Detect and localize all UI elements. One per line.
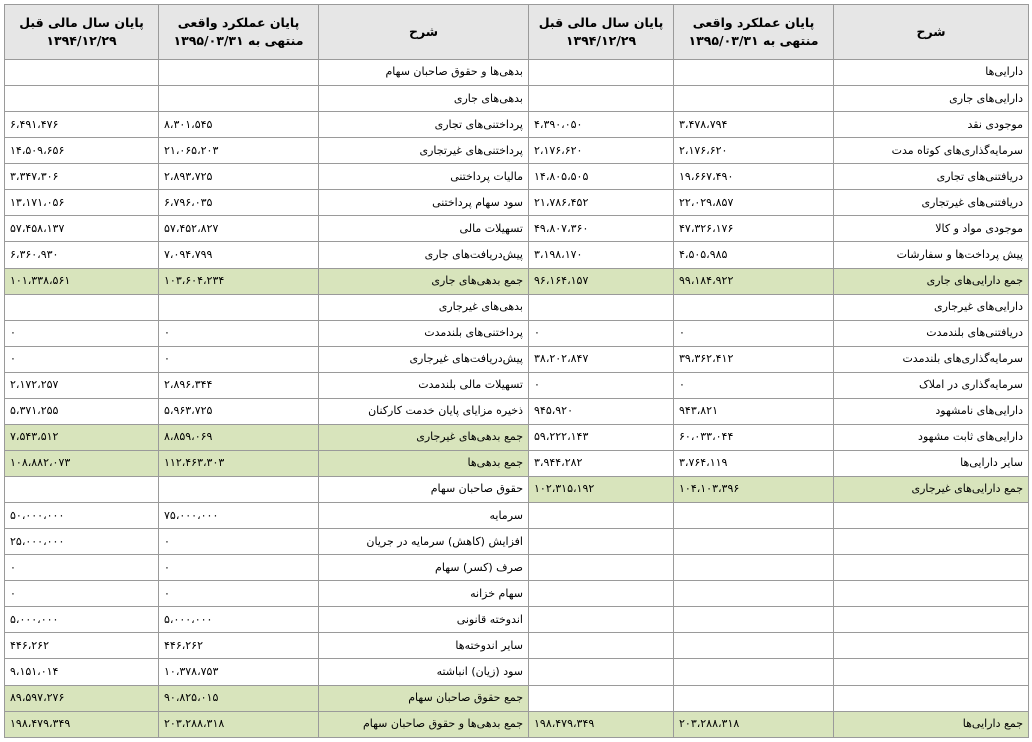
table-row: [5, 346, 1029, 372]
asset-actual-value-cell: ۲۲،۰۲۹،۸۵۷: [674, 190, 834, 216]
table-row: [5, 711, 1029, 737]
asset-prior-value-cell: [529, 607, 674, 633]
asset-description-cell: دارایی‌های جاری: [834, 86, 1029, 112]
asset-description-cell: جمع دارایی‌های غیرجاری: [834, 477, 1029, 503]
asset-actual-value-cell: [674, 633, 834, 659]
table-row: [5, 268, 1029, 294]
liability-description-cell: اندوخته قانونی: [319, 607, 529, 633]
asset-actual-value-cell: [674, 555, 834, 581]
asset-description-cell: [834, 633, 1029, 659]
liabilities-actual-header: [159, 5, 319, 60]
liability-actual-value-cell: ۰: [159, 581, 319, 607]
liability-actual-value-cell: ۱۰،۳۷۸،۷۵۳: [159, 659, 319, 685]
asset-prior-value-cell: [529, 60, 674, 86]
table-row: [5, 503, 1029, 529]
asset-actual-value-cell: ۱۰۴،۱۰۳،۳۹۶: [674, 477, 834, 503]
assets-desc-header: شرح: [834, 5, 1029, 60]
table-row: [5, 424, 1029, 450]
asset-actual-value-cell: [674, 659, 834, 685]
table-row: [5, 372, 1029, 398]
header-actual-period: منتهی به ۱۳۹۵/۰۳/۳۱: [173, 33, 304, 48]
asset-actual-value-cell: ۶۰،۰۳۳،۰۴۴: [674, 424, 834, 450]
liability-prior-value-cell: ۶،۳۶۰،۹۳۰: [5, 242, 159, 268]
asset-prior-value-cell: ۰: [529, 320, 674, 346]
liability-prior-value-cell: [5, 477, 159, 503]
liability-actual-value-cell: ۹۰،۸۲۵،۰۱۵: [159, 685, 319, 711]
liability-description-cell: پرداختنی‌های غیرتجاری: [319, 138, 529, 164]
asset-prior-value-cell: [529, 294, 674, 320]
asset-prior-value-cell: ۰: [529, 372, 674, 398]
asset-actual-value-cell: [674, 581, 834, 607]
asset-prior-value-cell: ۱۰۲،۳۱۵،۱۹۲: [529, 477, 674, 503]
liability-description-cell: سایر اندوخته‌ها: [319, 633, 529, 659]
table-row: [5, 633, 1029, 659]
liability-actual-value-cell: ۲،۸۹۳،۷۲۵: [159, 164, 319, 190]
liability-description-cell: بدهی‌های غیرجاری: [319, 294, 529, 320]
liability-description-cell: جمع بدهی‌ها و حقوق صاحبان سهام: [319, 711, 529, 737]
liability-description-cell: تسهیلات مالی: [319, 216, 529, 242]
table-row: [5, 659, 1029, 685]
liability-description-cell: سود (زیان) انباشته: [319, 659, 529, 685]
asset-prior-value-cell: ۴۹،۸۰۷،۳۶۰: [529, 216, 674, 242]
table-row: [5, 138, 1029, 164]
asset-prior-value-cell: [529, 581, 674, 607]
asset-prior-value-cell: ۳،۹۴۴،۲۸۲: [529, 450, 674, 476]
table-row: [5, 477, 1029, 503]
asset-description-cell: [834, 685, 1029, 711]
liability-description-cell: صرف (کسر) سهام: [319, 555, 529, 581]
liability-prior-value-cell: ۰: [5, 581, 159, 607]
asset-description-cell: دارایی‌ها: [834, 60, 1029, 86]
liability-actual-value-cell: ۶،۷۹۶،۰۳۵: [159, 190, 319, 216]
table-row: [5, 529, 1029, 555]
asset-prior-value-cell: ۱۹۸،۴۷۹،۳۴۹: [529, 711, 674, 737]
liability-prior-value-cell: ۰: [5, 346, 159, 372]
liabilities-desc-header: شرح: [319, 5, 529, 60]
asset-prior-value-cell: ۱۴،۸۰۵،۵۰۵: [529, 164, 674, 190]
asset-actual-value-cell: ۱۹،۶۶۷،۴۹۰: [674, 164, 834, 190]
liability-description-cell: پرداختنی‌های بلندمدت: [319, 320, 529, 346]
asset-description-cell: [834, 555, 1029, 581]
table-row: [5, 320, 1029, 346]
asset-prior-value-cell: [529, 659, 674, 685]
asset-description-cell: موجودی نقد: [834, 112, 1029, 138]
header-prior-date: ۱۳۹۴/۱۲/۲۹: [565, 33, 637, 48]
liability-description-cell: پیش‌دریافت‌های جاری: [319, 242, 529, 268]
asset-description-cell: سرمایه‌گذاری‌های کوتاه مدت: [834, 138, 1029, 164]
asset-description-cell: [834, 607, 1029, 633]
asset-description-cell: جمع دارایی‌های جاری: [834, 268, 1029, 294]
asset-description-cell: دارایی‌های غیرجاری: [834, 294, 1029, 320]
liability-description-cell: جمع حقوق صاحبان سهام: [319, 685, 529, 711]
liability-prior-value-cell: ۱۰۱،۳۳۸،۵۶۱: [5, 268, 159, 294]
asset-prior-value-cell: ۲۱،۷۸۶،۴۵۲: [529, 190, 674, 216]
liability-prior-value-cell: ۱۳،۱۷۱،۰۵۶: [5, 190, 159, 216]
liability-actual-value-cell: ۲،۸۹۶،۳۴۴: [159, 372, 319, 398]
asset-prior-value-cell: ۲،۱۷۶،۶۲۰: [529, 138, 674, 164]
asset-actual-value-cell: ۴۷،۳۲۶،۱۷۶: [674, 216, 834, 242]
asset-description-cell: دریافتنی‌های غیرتجاری: [834, 190, 1029, 216]
asset-prior-value-cell: ۳،۱۹۸،۱۷۰: [529, 242, 674, 268]
table-row: [5, 86, 1029, 112]
asset-actual-value-cell: [674, 685, 834, 711]
liability-actual-value-cell: ۵۷،۴۵۲،۸۲۷: [159, 216, 319, 242]
asset-actual-value-cell: ۳۹،۳۶۲،۴۱۲: [674, 346, 834, 372]
table-row: [5, 242, 1029, 268]
table-row: [5, 450, 1029, 476]
asset-prior-value-cell: [529, 555, 674, 581]
header-prior-title: پایان سال مالی قبل: [19, 14, 144, 30]
liability-prior-value-cell: [5, 60, 159, 86]
liability-description-cell: سود سهام پرداختنی: [319, 190, 529, 216]
asset-actual-value-cell: [674, 86, 834, 112]
asset-description-cell: سرمایه‌گذاری در املاک: [834, 372, 1029, 398]
liability-description-cell: سرمایه: [319, 503, 529, 529]
balance-sheet-table: [4, 4, 1029, 738]
asset-description-cell: دارایی‌های ثابت مشهود: [834, 424, 1029, 450]
asset-actual-value-cell: ۲۰۳،۲۸۸،۳۱۸: [674, 711, 834, 737]
asset-actual-value-cell: ۹۴۳،۸۲۱: [674, 398, 834, 424]
asset-prior-value-cell: [529, 685, 674, 711]
asset-prior-value-cell: ۹۶،۱۶۴،۱۵۷: [529, 268, 674, 294]
liability-actual-value-cell: ۲۰۳،۲۸۸،۳۱۸: [159, 711, 319, 737]
table-row: [5, 398, 1029, 424]
asset-prior-value-cell: ۳۸،۲۰۲،۸۴۷: [529, 346, 674, 372]
header-actual-title: پایان عملکرد واقعی: [177, 14, 300, 30]
table-row: [5, 216, 1029, 242]
liability-prior-value-cell: ۵،۳۷۱،۲۵۵: [5, 398, 159, 424]
liability-actual-value-cell: [159, 86, 319, 112]
liability-description-cell: جمع بدهی‌ها: [319, 450, 529, 476]
table-row: [5, 581, 1029, 607]
liability-actual-value-cell: ۵،۹۶۳،۷۲۵: [159, 398, 319, 424]
asset-description-cell: پیش پرداخت‌ها و سفارشات: [834, 242, 1029, 268]
asset-description-cell: دریافتنی‌های بلندمدت: [834, 320, 1029, 346]
liability-description-cell: پرداختنی‌های تجاری: [319, 112, 529, 138]
liability-prior-value-cell: [5, 86, 159, 112]
liability-actual-value-cell: ۵،۰۰۰،۰۰۰: [159, 607, 319, 633]
table-row: [5, 60, 1029, 86]
liability-description-cell: حقوق صاحبان سهام: [319, 477, 529, 503]
header-actual-period: منتهی به ۱۳۹۵/۰۳/۳۱: [688, 33, 819, 48]
liability-prior-value-cell: ۲،۱۷۲،۲۵۷: [5, 372, 159, 398]
asset-description-cell: موجودی مواد و کالا: [834, 216, 1029, 242]
asset-actual-value-cell: ۲،۱۷۶،۶۲۰: [674, 138, 834, 164]
header-prior-title: پایان سال مالی قبل: [538, 14, 664, 30]
asset-actual-value-cell: ۳،۴۷۸،۷۹۴: [674, 112, 834, 138]
table-row: [5, 190, 1029, 216]
liability-description-cell: پیش‌دریافت‌های غیرجاری: [319, 346, 529, 372]
asset-actual-value-cell: [674, 607, 834, 633]
liability-prior-value-cell: ۷،۵۴۳،۵۱۲: [5, 424, 159, 450]
table-row: [5, 112, 1029, 138]
liability-actual-value-cell: ۲۱،۰۶۵،۲۰۳: [159, 138, 319, 164]
liability-prior-value-cell: [5, 294, 159, 320]
liability-actual-value-cell: ۱۰۳،۶۰۴،۲۳۴: [159, 268, 319, 294]
asset-actual-value-cell: ۴،۵۰۵،۹۸۵: [674, 242, 834, 268]
liability-actual-value-cell: ۸،۳۰۱،۵۴۵: [159, 112, 319, 138]
header-actual-title: پایان عملکرد واقعی: [692, 14, 815, 30]
liability-actual-value-cell: ۰: [159, 555, 319, 581]
liability-description-cell: ذخیره مزایای پایان خدمت کارکنان: [319, 398, 529, 424]
liability-description-cell: بدهی‌ها و حقوق صاحبان سهام: [319, 60, 529, 86]
asset-prior-value-cell: ۹۴۵،۹۲۰: [529, 398, 674, 424]
asset-description-cell: سرمایه‌گذاری‌های بلندمدت: [834, 346, 1029, 372]
liability-prior-value-cell: ۱۹۸،۴۷۹،۳۴۹: [5, 711, 159, 737]
asset-actual-value-cell: [674, 503, 834, 529]
liability-prior-value-cell: ۳،۳۴۷،۳۰۶: [5, 164, 159, 190]
asset-actual-value-cell: [674, 294, 834, 320]
table-row: [5, 685, 1029, 711]
liability-prior-value-cell: ۶،۴۹۱،۴۷۶: [5, 112, 159, 138]
asset-prior-value-cell: [529, 529, 674, 555]
table-row: [5, 294, 1029, 320]
liability-description-cell: سهام خزانه: [319, 581, 529, 607]
asset-description-cell: دریافتنی‌های تجاری: [834, 164, 1029, 190]
liability-description-cell: بدهی‌های جاری: [319, 86, 529, 112]
liability-description-cell: مالیات پرداختنی: [319, 164, 529, 190]
asset-description-cell: دارایی‌های نامشهود: [834, 398, 1029, 424]
asset-description-cell: [834, 503, 1029, 529]
liability-actual-value-cell: ۷،۰۹۴،۷۹۹: [159, 242, 319, 268]
liability-actual-value-cell: ۴۴۶،۲۶۲: [159, 633, 319, 659]
liability-actual-value-cell: ۱۱۲،۴۶۳،۳۰۳: [159, 450, 319, 476]
liability-prior-value-cell: ۵۷،۴۵۸،۱۳۷: [5, 216, 159, 242]
liability-description-cell: افزایش (کاهش) سرمایه در جریان: [319, 529, 529, 555]
liability-actual-value-cell: [159, 477, 319, 503]
asset-prior-value-cell: [529, 503, 674, 529]
asset-actual-value-cell: [674, 60, 834, 86]
asset-prior-value-cell: ۴،۳۹۰،۰۵۰: [529, 112, 674, 138]
liability-actual-value-cell: ۸،۸۵۹،۰۶۹: [159, 424, 319, 450]
liability-prior-value-cell: ۴۴۶،۲۶۲: [5, 633, 159, 659]
asset-actual-value-cell: ۹۹،۱۸۴،۹۲۲: [674, 268, 834, 294]
liability-prior-value-cell: ۸۹،۵۹۷،۲۷۶: [5, 685, 159, 711]
liability-prior-value-cell: ۰: [5, 555, 159, 581]
liability-actual-value-cell: ۰: [159, 529, 319, 555]
liability-actual-value-cell: [159, 60, 319, 86]
asset-actual-value-cell: [674, 529, 834, 555]
table-row: [5, 555, 1029, 581]
assets-actual-header: [674, 5, 834, 60]
liability-prior-value-cell: ۱۴،۵۰۹،۶۵۶: [5, 138, 159, 164]
liability-prior-value-cell: ۵،۰۰۰،۰۰۰: [5, 607, 159, 633]
asset-prior-value-cell: [529, 86, 674, 112]
liability-prior-value-cell: ۱۰۸،۸۸۲،۰۷۳: [5, 450, 159, 476]
table-row: [5, 607, 1029, 633]
asset-prior-value-cell: ۵۹،۲۲۲،۱۴۳: [529, 424, 674, 450]
liability-prior-value-cell: ۵۰،۰۰۰،۰۰۰: [5, 503, 159, 529]
liability-prior-value-cell: ۲۵،۰۰۰،۰۰۰: [5, 529, 159, 555]
asset-description-cell: سایر دارایی‌ها: [834, 450, 1029, 476]
asset-description-cell: [834, 529, 1029, 555]
liability-actual-value-cell: [159, 294, 319, 320]
asset-actual-value-cell: ۰: [674, 372, 834, 398]
assets-prior-header: [529, 5, 674, 60]
asset-prior-value-cell: [529, 633, 674, 659]
liability-actual-value-cell: ۷۵،۰۰۰،۰۰۰: [159, 503, 319, 529]
liability-actual-value-cell: ۰: [159, 346, 319, 372]
table-row: [5, 164, 1029, 190]
liability-description-cell: جمع بدهی‌های غیرجاری: [319, 424, 529, 450]
liability-actual-value-cell: ۰: [159, 320, 319, 346]
asset-description-cell: [834, 659, 1029, 685]
header-row: [5, 5, 1029, 60]
asset-description-cell: جمع دارایی‌ها: [834, 711, 1029, 737]
asset-actual-value-cell: ۰: [674, 320, 834, 346]
liability-description-cell: جمع بدهی‌های جاری: [319, 268, 529, 294]
asset-description-cell: [834, 581, 1029, 607]
liability-description-cell: تسهیلات مالی بلندمدت: [319, 372, 529, 398]
liability-prior-value-cell: ۹،۱۵۱،۰۱۴: [5, 659, 159, 685]
liability-prior-value-cell: ۰: [5, 320, 159, 346]
asset-actual-value-cell: ۳،۷۶۴،۱۱۹: [674, 450, 834, 476]
header-prior-date: ۱۳۹۴/۱۲/۲۹: [46, 33, 117, 48]
liabilities-prior-header: [5, 5, 159, 60]
